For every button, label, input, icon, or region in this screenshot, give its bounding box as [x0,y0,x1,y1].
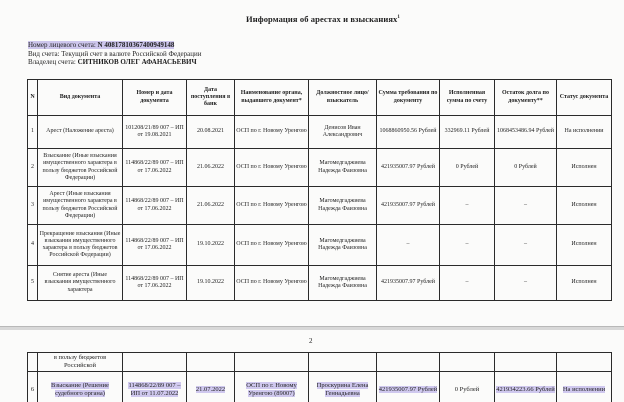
account-number-line [28,41,174,49]
official-name: Денисов Иван Александрович [309,116,377,149]
received-date: 21.06.2022 [187,187,235,225]
header-cell: Должностное лицо/взыскатель [309,80,377,116]
issuing-authority: ОСП по г. Новому Уренгою [235,149,309,187]
paid-amount: – [440,266,495,301]
table-header-row [28,80,612,116]
balance-amount: 1068453486.94 Рублей [495,116,557,149]
issuing-authority-text: ОСП по г. Новому Уренгою (89007) [246,381,297,397]
row-number: 4 [28,225,38,266]
received-date [187,371,235,402]
claim-amount: – [377,225,440,266]
page-number: 2 [309,337,313,345]
account-number-value: N 40817810367400949148 [97,41,175,49]
table-row [28,371,612,402]
table-row [28,266,612,301]
document-page-2 [0,330,624,402]
balance-amount: – [495,225,557,266]
document-number: 101208/21/89 007 – ИП от 19.08.2021 [123,116,187,149]
page-title: Информация об арестах и взысканиях$^1$ [246,14,401,24]
continuation-text: в пользу бюджетов Российской [38,353,123,372]
account-number-label: Номер лицевого счета: [28,41,98,49]
claim-amount: 421935007.97 Рублей [377,149,440,187]
issuing-authority: ОСП по г. Новому Уренгою [235,116,309,149]
issuing-authority: ОСП по г. Новому Уренгою [235,225,309,266]
issuing-authority [235,371,309,402]
table-row [28,149,612,187]
document-status [557,371,612,402]
claim-amount: 1068860950.56 Рублей [377,116,440,149]
document-number: 114868/22/89 007 – ИП от 17.06.2022 [123,266,187,301]
account-holder-line [28,58,197,66]
paid-amount: – [440,187,495,225]
balance-amount-text: 421934223.66 Рублей [496,385,555,393]
official-name: Магомедгаджиева Надежда Фаизовна [309,187,377,225]
document-status-text: На исполнении [562,385,606,393]
document-type-text: Взыскание (Решение судебного органа) [51,381,109,397]
document-status: Исполнен [557,266,612,301]
table-row-continued [28,353,612,372]
received-date-text: 21.07.2022 [195,385,226,393]
header-cell: Статус документа [557,80,612,116]
header-cell: Вид документа [38,80,123,116]
account-holder-value: СИТНИКОВ ОЛЕГ АФАНАСЬЕВИЧ [77,58,197,66]
row-number: 1 [28,116,38,149]
document-type: Арест (Иные взыскания имущественного характера в пользу бюджетов Российской Федерации) [38,187,123,225]
header-cell: Наименование органа, выдавшего документ* [235,80,309,116]
paid-amount: 0 Рублей [440,149,495,187]
account-holder-label: Владелец счета: [28,58,78,66]
document-number: 114868/22/89 007 – ИП от 17.06.2022 [123,225,187,266]
claim-amount [377,371,440,402]
received-date: 21.06.2022 [187,149,235,187]
arrests-table [27,79,612,301]
document-type: Взыскание (Иные взыскания имущественного характера в пользу бюджетов Российской Федерации) [38,149,123,187]
issuing-authority: ОСП по г. Новому Уренгою [235,266,309,301]
header-cell: Дата поступления в банк [187,80,235,116]
footnote-mark: 1 [397,15,401,21]
balance-amount: 0 Рублей [495,149,557,187]
document-status: Исполнен [557,149,612,187]
balance-amount: – [495,266,557,301]
row-number: 6 [28,371,38,402]
document-number: 114868/22/89 007 – ИП от 17.06.2022 [123,187,187,225]
received-date: 19.10.2022 [187,225,235,266]
document-number-text: 114868/22/89 007 – ИП от 11.07.2022 [128,381,181,397]
document-number [123,371,187,402]
table-row [28,187,612,225]
header-cell: Номер и дата документа [123,80,187,116]
received-date: 20.08.2021 [187,116,235,149]
claim-amount-text: 421935007.97 Рублей [378,385,438,393]
claim-amount: 421935007.97 Рублей [377,187,440,225]
document-status: На исполнении [557,116,612,149]
paid-amount: 0 Рублей [440,371,495,402]
row-number: 3 [28,187,38,225]
received-date: 19.10.2022 [187,266,235,301]
header-cell: N [28,80,38,116]
header-cell: Сумма требования по документу [377,80,440,116]
header-cell: Остаток долга по документу** [495,80,557,116]
row-number: 5 [28,266,38,301]
paid-amount: 332969.11 Рублей [440,116,495,149]
document-type: Прекращение взыскания (Иные взыскания имущественного характера в пользу бюджетов Российской Федерации) [38,225,123,266]
document-number: 114868/22/89 007 – ИП от 17.06.2022 [123,149,187,187]
document-type: Арест (Наложение ареста) [38,116,123,149]
balance-amount [495,371,557,402]
issuing-authority: ОСП по г. Новому Уренгою [235,187,309,225]
document-status: Исполнен [557,187,612,225]
claim-amount: 421935007.97 Рублей [377,266,440,301]
official-name [309,371,377,402]
table-row [28,225,612,266]
official-name-text: Проскурина Елена Геннадьевна [316,381,369,397]
official-name: Магомедгаджиева Надежда Фаизовна [309,149,377,187]
balance-amount: – [495,187,557,225]
header-cell: Исполненная сумма по счету [440,80,495,116]
paid-amount: – [440,225,495,266]
document-type: Снятие ареста (Иные взыскания имущественного характера [38,266,123,301]
document-type [38,371,123,402]
arrests-table-continued [27,352,612,402]
row-number: 2 [28,149,38,187]
document-status: Исполнен [557,225,612,266]
official-name: Магомедгаджиева Надежда Фаизовна [309,225,377,266]
official-name: Магомедгаджиева Надежда Фаизовна [309,266,377,301]
table-row [28,116,612,149]
account-type-line: Вид счета: Текущий счет в валюте Российской Федерации [28,50,202,58]
